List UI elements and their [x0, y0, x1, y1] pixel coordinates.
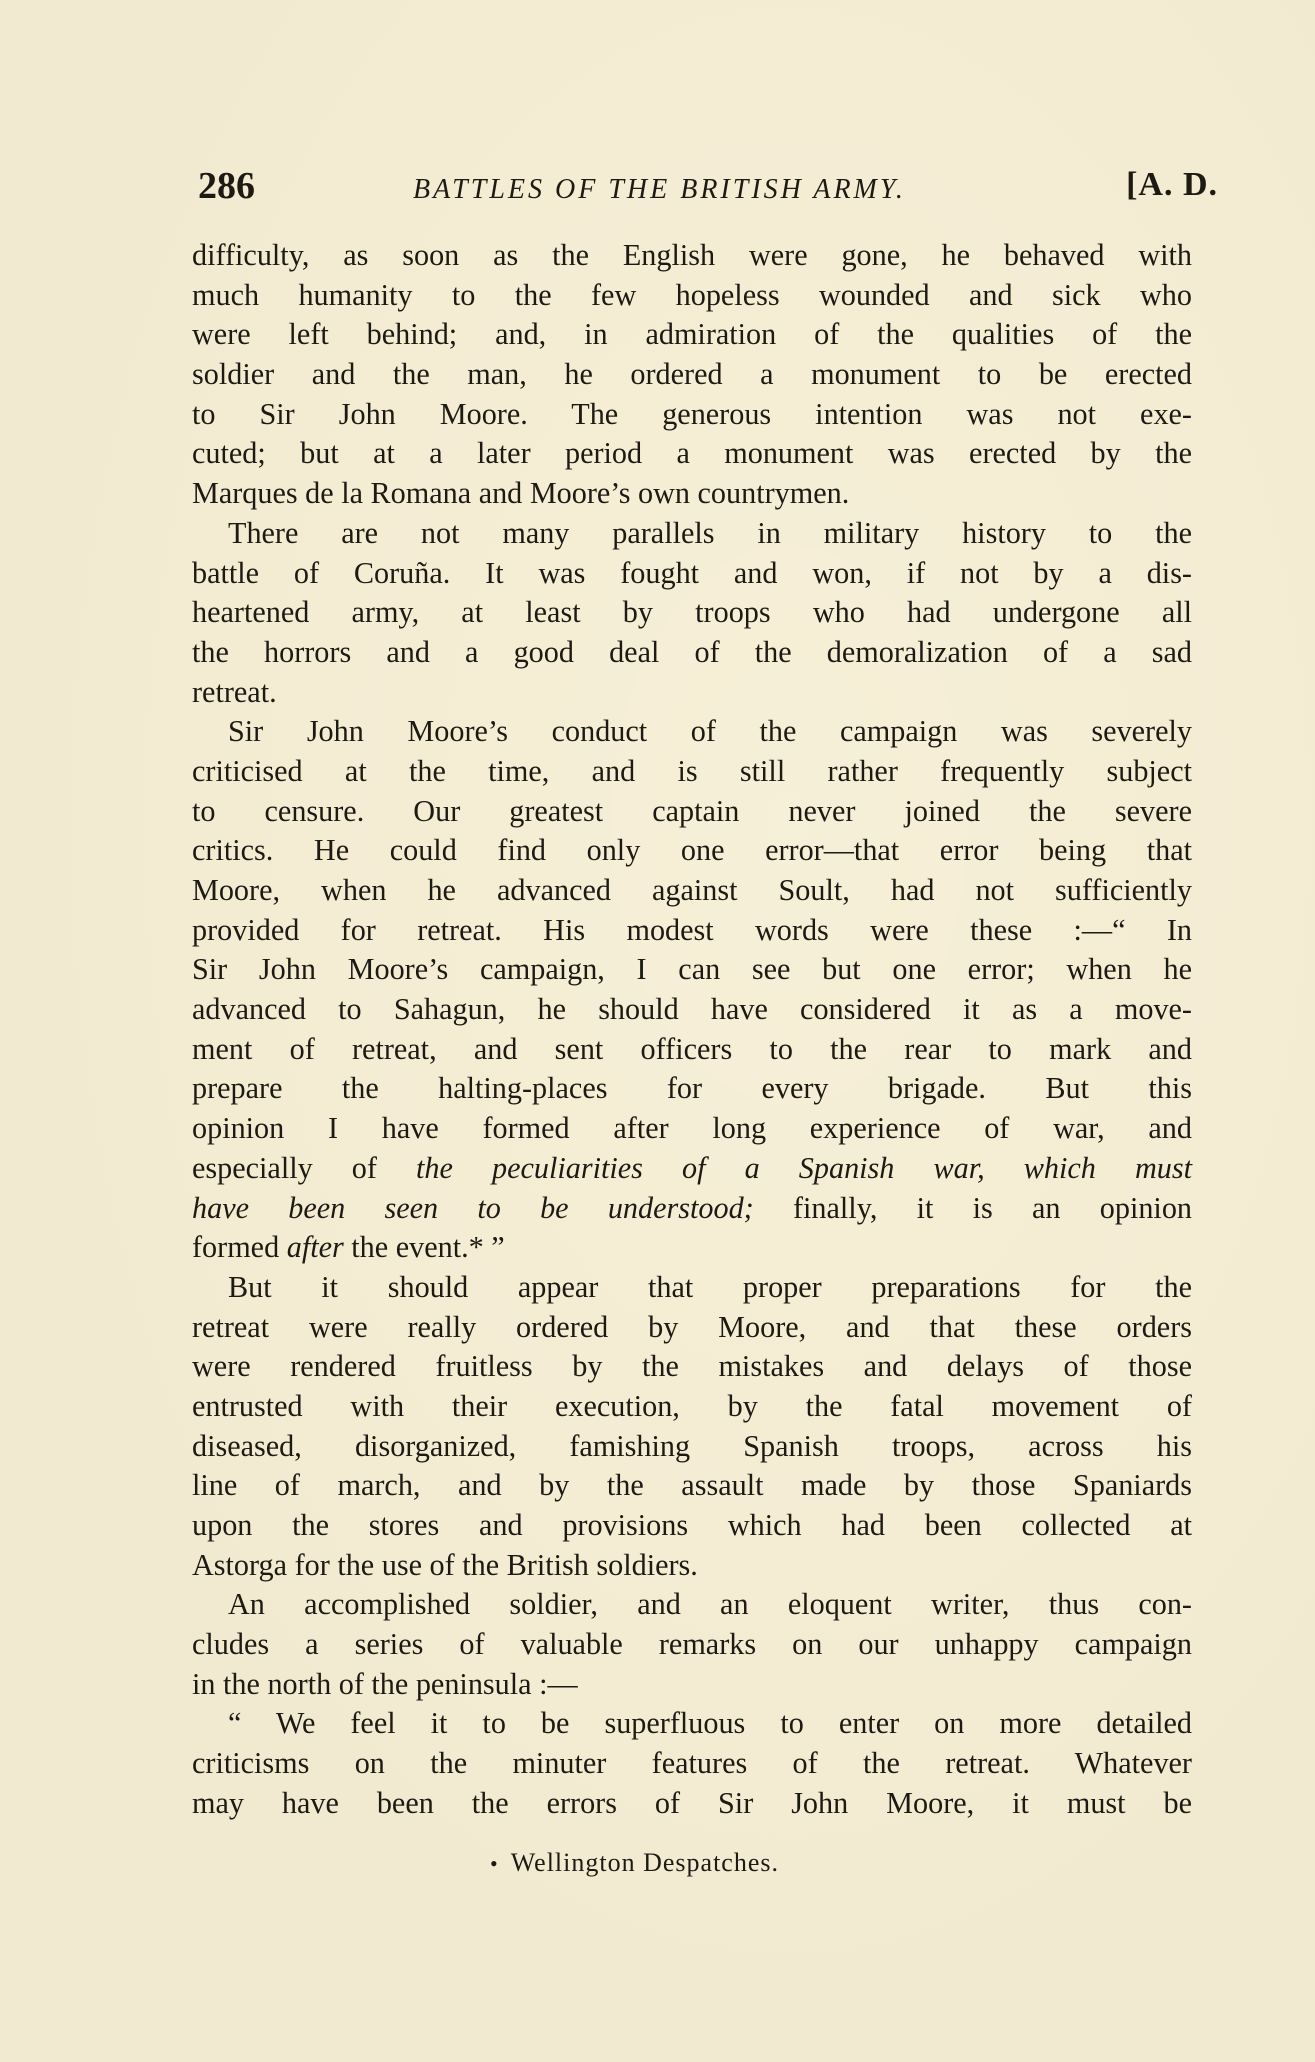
text-line: But it should appear that proper preparations for the: [228, 1269, 1192, 1304]
body-text: [192, 236, 1192, 1824]
text-line: cludes a series of valuable remarks on our unhappy campaign: [192, 1627, 1192, 1662]
text-line: There are not many parallels in military history to the: [228, 515, 1192, 550]
text-line: Marques de la Romana and Moore’s own countrymen.: [192, 476, 850, 511]
text-line: prepare the halting-places for every brigade. But this: [192, 1071, 1192, 1106]
text-line: upon the stores and provisions which had been collected at: [192, 1508, 1192, 1542]
page-number: 286: [198, 165, 255, 207]
text-segment: especially of: [192, 1150, 417, 1185]
page-header: [198, 164, 1218, 214]
text-line: provided for retreat. His modest words were these :—“ In: [192, 912, 1192, 947]
section-mark: [A. D.: [1126, 166, 1218, 203]
text-line: [192, 1189, 1192, 1229]
text-segment: the event.* ”: [343, 1230, 505, 1265]
text-line: retreat were really ordered by Moore, and that these orders: [192, 1309, 1192, 1344]
text-line: much humanity to the few hopeless wounded and sick who: [192, 277, 1192, 312]
text-line: ment of retreat, and sent officers to the rear to mark and: [192, 1031, 1192, 1066]
text-line: “ We feel it to be superfluous to enter on more detailed: [228, 1706, 1192, 1741]
text-line: in the north of the peninsula :—: [192, 1666, 578, 1701]
text-line: opinion I have formed after long experience of war, and: [192, 1111, 1192, 1146]
italic-text-segment: the peculiarities of a Spanish war, which must: [416, 1150, 1193, 1185]
running-title: BATTLES OF THE BRITISH ARMY.: [413, 174, 906, 205]
text-line: may have been the errors of Sir John Moore, it must be: [192, 1785, 1192, 1820]
text-line: to Sir John Moore. The generous intention was not exe-: [192, 396, 1192, 431]
text-line: were rendered fruitless by the mistakes and delays of those: [192, 1349, 1192, 1384]
italic-text-segment: have been seen to be understood;: [192, 1190, 754, 1225]
text-line: entrusted with their execution, by the fatal movement of: [192, 1388, 1192, 1423]
text-line: critics. He could find only one error—that error being that: [192, 833, 1192, 868]
text-line: Sir John Moore’s conduct of the campaign was severely: [228, 714, 1192, 749]
text-line: criticisms on the minuter features of the retreat. Whatever: [192, 1746, 1192, 1781]
text-line: [192, 1149, 1192, 1189]
footnote-text: Wellington Despatches.: [510, 1848, 779, 1877]
text-line: difficulty, as soon as the English were gone, he behaved with: [192, 238, 1192, 272]
text-line: [192, 1228, 1192, 1268]
text-line: retreat.: [192, 674, 277, 709]
footnote: [490, 1848, 779, 1878]
text-line: to censure. Our greatest captain never joined the severe: [192, 793, 1192, 828]
text-line: the horrors and a good deal of the demoralization of a sad: [192, 634, 1192, 669]
text-line: An accomplished soldier, and an eloquent writer, thus con-: [228, 1587, 1192, 1622]
text-line: Moore, when he advanced against Soult, had not sufficiently: [192, 873, 1192, 907]
text-line: soldier and the man, he ordered a monument to be erected: [192, 357, 1192, 392]
text-line: line of march, and by the assault made by those Spaniards: [192, 1468, 1192, 1503]
footnote-mark: •: [490, 1851, 499, 1876]
text-line: cuted; but at a later period a monument was erected by the: [192, 436, 1192, 471]
text-line: diseased, disorganized, famishing Spanish troops, across his: [192, 1428, 1192, 1463]
text-line: were left behind; and, in admiration of the qualities of the: [192, 317, 1192, 352]
text-line: Sir John Moore’s campaign, I can see but one error; when he: [192, 952, 1192, 987]
text-line: Astorga for the use of the British soldiers.: [192, 1547, 698, 1582]
text-line: battle of Coruña. It was fought and won, if not by a dis-: [192, 555, 1192, 590]
text-segment: formed: [192, 1230, 287, 1265]
text-line: heartened army, at least by troops who had undergone all: [192, 595, 1192, 630]
italic-text-segment: after: [286, 1230, 344, 1265]
text-line: criticised at the time, and is still rather frequently subject: [192, 753, 1192, 788]
text-segment: finally, it is an opinion: [753, 1190, 1193, 1225]
text-line: advanced to Sahagun, he should have considered it as a move-: [192, 992, 1192, 1027]
